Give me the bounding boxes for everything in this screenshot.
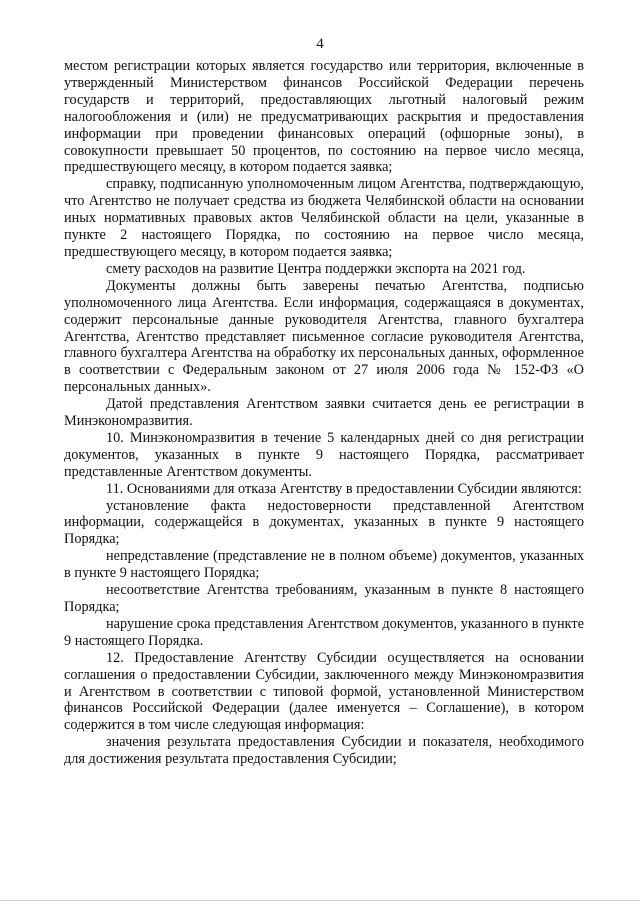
paragraph-refusal-missing-documents: непредставление (представление не в полном объеме) документов, указанных в пункте 9 настоящего Порядка; xyxy=(64,548,584,582)
paragraph-result-values: значения результата предоставления Субсидии и показателя, необходимого для достижения результата предоставления Субсидии; xyxy=(64,734,584,768)
paragraph-cost-estimate: смету расходов на развитие Центра поддержки экспорта на 2021 год. xyxy=(106,260,526,277)
paragraph-refusal-deadline: нарушение срока представления Агентством документов, указанного в пункте 9 настоящего Порядка. xyxy=(64,615,584,649)
page-bottom-edge xyxy=(0,900,640,901)
paragraph-item-11: 11. Основаниями для отказа Агентству в предоставлении Субсидии являются: xyxy=(106,480,582,497)
paragraph-submission-date: Датой представления Агентством заявки считается день ее регистрации в Минэкономразвития. xyxy=(64,396,584,430)
paragraph-item-10: 10. Минэкономразвития в течение 5 календарных дней со дня регистрации документов, указанных в пункте 9 настоящего Порядка, рассматривает представленные Агентством документы. xyxy=(64,429,584,480)
document-body xyxy=(64,58,584,768)
paragraph-item-12: 12. Предоставление Агентству Субсидии осуществляется на основании соглашения о предоставлении Субсидии, заключенного между Минэкономразвития и Агентством в соответствии с типовой формой, установленной Министерством финансов Российской Федерации (далее именуется – Соглашение), в котором содержится в том числе следующая информация: xyxy=(64,649,584,734)
paragraph-refusal-unreliable-info: установление факта недостоверности представленной Агентством информации, содержащейся в документах, указанных в пункте 9 настоящего Порядка; xyxy=(64,497,584,548)
paragraph-certificate-no-funds: справку, подписанную уполномоченным лицом Агентства, подтверждающую, что Агентство не получает средства из бюджета Челябинской области на основании иных нормативных правовых актов Челябинской области на цели, указанные в пункте 2 настоящего Порядка, по состоянию на первое число месяца, предшествующего месяцу, в котором подается заявка; xyxy=(64,176,584,260)
page-number: 4 xyxy=(316,36,324,52)
paragraph-documents-certification: Документы должны быть заверены печатью Агентства, подписью уполномоченного лица Агентства. Если информация, содержащаяся в документах, содержит персональные данные руководителя Агентства, главного бухгалтера Агентства, Агентство представляет письменное согласие руководителя Агентства, главного бухгалтера Агентства на обработку их персональных данных, оформленное в соответствии с Федеральным законом от 27 июля 2006 года № 152-ФЗ «О персональных данных». xyxy=(64,277,584,396)
paragraph-offshore-continuation: местом регистрации которых является государство или территория, включенные в утвержденный Министерством финансов Российской Федерации перечень государств и территорий, предоставляющих льготный налоговый режим налогообложения и (или) не предусматривающих раскрытия и предоставления информации при проведении финансовых операций (офшорные зоны), в совокупности превышает 50 процентов, по состоянию на первое число месяца, предшествующего месяцу, в котором подается заявка; xyxy=(64,58,584,176)
paragraph-refusal-requirements: несоответствие Агентства требованиям, указанным в пункте 8 настоящего Порядка; xyxy=(64,582,584,615)
